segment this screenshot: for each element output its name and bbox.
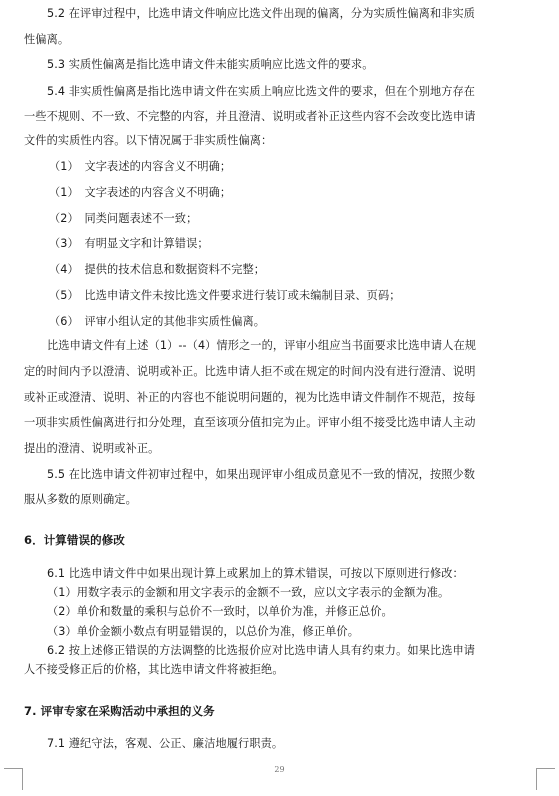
clause-5-4-line-3: 文件的实质性内容。以下情况属于非实质性偏离： xyxy=(24,134,273,147)
clause-5-4-line-1: 5.4 非实质性偏离是指比选申请文件在实质上响应比选文件的要求，但在个别地方存在 xyxy=(47,85,476,98)
page-number: 29 xyxy=(274,765,285,774)
clause-5-5-line-1: 5.5 在比选申请文件初审过程中，如果出现评审小组成员意见不一致的情况，按照少数 xyxy=(47,468,476,481)
list-item: （4） 提供的技术信息和数据资料不完整； xyxy=(49,263,266,276)
clause-5-5-line-2: 服从多数的原则确定。 xyxy=(24,493,137,506)
clause-6-1: 6.1 比选申请文件中如果出现计算上或累加上的算术错误，可按以下原则进行修改： xyxy=(47,567,464,580)
list-item: （1） 文字表述的内容含义不明确； xyxy=(49,160,232,173)
clause-6-2-line-1: 6.2 按上述修正错误的方法调整的比选报价应对比选申请人具有约束力。如果比选申请 xyxy=(47,644,476,657)
list-item: （1） 文字表述的内容含义不明确； xyxy=(49,186,232,199)
list-item: （2） 同类问题表述不一致； xyxy=(49,212,198,225)
list-item: （6） 评审小组认定的其他非实质性偏离。 xyxy=(49,315,266,328)
clause-5-2-line-2: 性偏离。 xyxy=(24,33,70,46)
corner-mark-left xyxy=(22,768,23,790)
section-6-heading: 6．计算错误的修改 xyxy=(24,533,125,547)
list-item: （3） 有明显文字和计算错误； xyxy=(49,237,209,250)
paragraph-line-3: 或补正或澄清、说明、补正的内容也不能说明问题的，视为比选申请文件制作不规范，按每 xyxy=(24,391,476,404)
paragraph-line-5: 提出的澄清、说明或补正。 xyxy=(24,442,160,455)
rule-1: （1）用数字表示的金额和用文字表示的金额不一致，应以文字表示的金额为准。 xyxy=(47,586,450,599)
clause-5-2-line-1: 5.2 在评审过程中，比选申请文件响应比选文件出现的偏离，分为实质性偏离和非实质 xyxy=(47,7,476,20)
section-7-heading: 7. 评审专家在采购活动中承担的义务 xyxy=(24,704,215,718)
clause-7-1: 7.1 遵纪守法，客观、公正、廉洁地履行职责。 xyxy=(47,737,284,750)
corner-mark-right xyxy=(536,768,537,790)
paragraph-line-1: 比选申请文件有上述（1）--（4）情形之一的，评审小组应当书面要求比选申请人在规 xyxy=(47,339,477,352)
clause-5-3: 5.3 实质性偏离是指比选申请文件未能实质响应比选文件的要求。 xyxy=(47,58,374,71)
rule-3: （3）单价金额小数点有明显错误的，以总价为准，修正单价。 xyxy=(47,625,359,638)
rule-2: （2）单价和数量的乘积与总价不一致时，以单价为准，并修正总价。 xyxy=(47,605,393,618)
clause-5-4-line-2: 一些不规则、不一致、不完整的内容，并且澄清、说明或者补正这些内容不会改变比选申请 xyxy=(24,110,476,123)
clause-6-2-line-2: 人不接受修正后的价格，其比选申请文件将被拒绝。 xyxy=(24,663,284,676)
list-item: （5） 比选申请文件未按比选文件要求进行装订或未编制目录、页码； xyxy=(49,289,401,302)
corner-mark-left-h xyxy=(4,768,22,769)
corner-mark-right-h xyxy=(537,768,555,769)
paragraph-line-2: 定的时间内予以澄清、说明或补正。比选申请人拒不或在规定的时间内没有进行澄清、说明 xyxy=(24,365,476,378)
paragraph-line-4: 一项非实质性偏离进行扣分处理，直至该项分值扣完为止。评审小组不接受比选申请人主动 xyxy=(24,416,476,429)
